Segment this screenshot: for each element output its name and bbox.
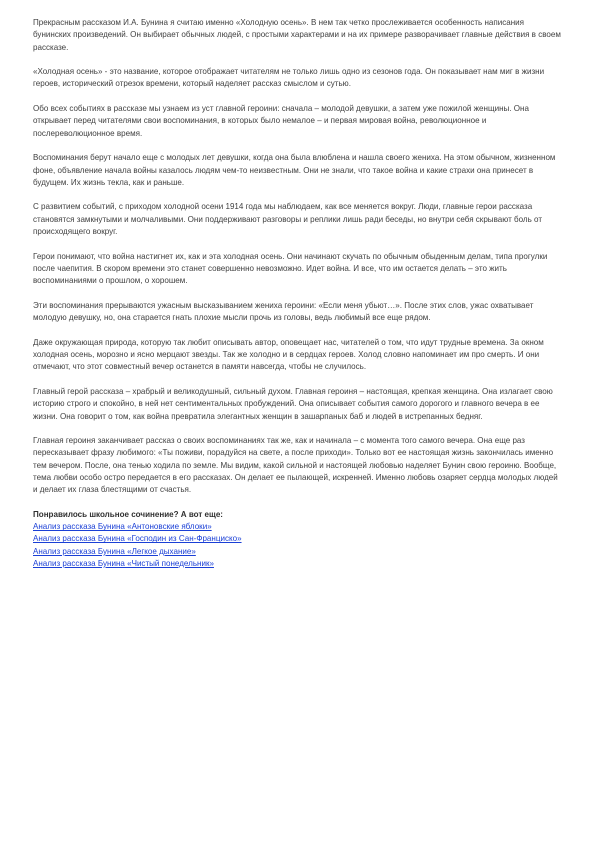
essay-paragraph: Эти воспоминания прерываются ужасным высказыванием жениха героини: «Если меня убьют…». После этих слов, ужас охватывает молодую девушку, но, она старается гнать плохие мысли прочь из головы, ведь любимый все еще рядом.: [33, 300, 534, 323]
related-link-legkoe-dyhanie[interactable]: Анализ рассказа Бунина «Легкое дыхание»: [33, 546, 196, 556]
essay-paragraph: Главная героиня заканчивает рассказ о своих воспоминаниях так же, как и начинала – с момента того самого вечера. Она еще раз пересказывает фразу любимого: «Ты поживи, порадуйся на свете, а после приходи». Только вот ее настоящая жизнь закончилась именно тем вечером. После, она тенью ходила по земле. Мы видим, какой сильной и настоящей любовью наделяет Бунин свою героиню. Вообще, тема любви особо остро передается в его рассказах. Он делает ее пылающей, искренней. Именно любовь озаряет сердца молодых людей и делает их глаза блестящими от счастья.: [33, 436, 558, 495]
related-link-antonovskie-yabloki[interactable]: Анализ рассказа Бунина «Антоновские яблоки»: [33, 522, 212, 532]
document-page: [33, 17, 563, 570]
related-links-list: [33, 521, 563, 570]
essay-body: [33, 17, 563, 497]
related-link-chistyi-ponedelnik[interactable]: Анализ рассказа Бунина «Чистый понедельник»: [33, 559, 214, 569]
essay-paragraph: Даже окружающая природа, которую так любит описывать автор, оповещает нас, читателей о том, что идут трудные времена. За окном холодная осень, морозно и ясно мерцают звезды. Так же холодно и в сердцах героев. Холод словно напоминает им про смерть. И они отмечают, что этот совместный вечер останется в памяти навсегда, чтобы не случилось.: [33, 337, 544, 372]
related-essays: [33, 509, 563, 570]
essay-paragraph: Обо всех событиях в рассказе мы узнаем из уст главной героини: сначала – молодой девушки, а затем уже пожилой женщины. Она открывает перед читателями свои воспоминания, в которых было немалое – и первая мировая война, революционное и послереволюционное время.: [33, 104, 529, 138]
list-item: [33, 558, 563, 570]
essay-paragraph: Главный герой рассказа – храбрый и великодушный, сильный духом. Главная героиня – настоящая, крепкая женщина. Она излагает свою историю строго и спокойно, в ней нет сентиментальных пробуждений. Она описывает события самого дорогого и главного вечера в ее жизни. Она говорит о том, как война превратила элегантных женщин в зашарпаных баб и людей в истрепанных бедняг.: [33, 386, 553, 421]
essay-paragraph: Герои понимают, что война настигнет их, как и эта холодная осень. Они начинают скучать по обычным обыденным делам, типа прогулки после чаепития. В скором времени это станет совершенно невозможно. Идет война. И все, что им остается делать – это жить воспоминаниями о прошлом, о хорошем.: [33, 251, 548, 286]
essay-paragraph: С развитием событий, с приходом холодной осени 1914 года мы наблюдаем, как все меняется вокруг. Люди, главные герои рассказа становятся замкнутыми и молчаливыми. Они поддерживают разговоры и реплики лишь ради беседы, но внутри себя скрывают боль от происходящего вокруг.: [33, 202, 543, 237]
essay-paragraph: Воспоминания берут начало еще с молодых лет девушки, когда она была влюблена и нашла своего жениха. На этом обычном, жизненном фоне, объявление начала войны казалось людям чем-то неизвестным. Они не знали, что такое война и какие страхи она принесет в будущем. Их жизнь текла, как и раньше.: [33, 153, 556, 187]
list-item: [33, 521, 563, 533]
essay-paragraph: Прекрасным рассказом И.А. Бунина я считаю именно «Холодную осень». В нем так четко прослеживается особенность написания бунинских произведений. Он выбирает обычных людей, с простыми характерами и на их примере разворачивает главные действия в своем рассказе.: [33, 18, 561, 52]
list-item: [33, 533, 563, 545]
essay-paragraph: «Холодная осень» - это название, которое отображает читателям не только лишь одно из сезонов года. Он показывает нам миг в жизни героев, исторический отрезок времени, который наделяет рассказ смыслом и сутью.: [33, 67, 545, 89]
list-item: [33, 546, 563, 558]
related-heading: Понравилось школьное сочинение? А вот еще:: [33, 509, 223, 519]
related-link-gospodin-iz-san-francisco[interactable]: Анализ рассказа Бунина «Господин из Сан-Франциско»: [33, 534, 242, 544]
